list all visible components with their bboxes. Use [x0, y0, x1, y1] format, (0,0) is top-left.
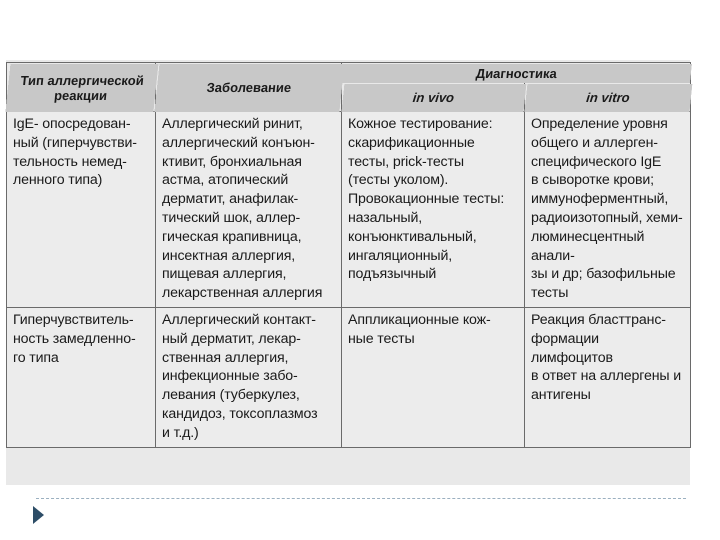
header-diagnostics: Диагностика: [340, 63, 691, 83]
header-reaction-type: Тип аллергической реакции: [4, 63, 158, 112]
cell-reaction-type: Гиперчувствитель- ность замедленно- го типа: [7, 307, 156, 447]
cell-in-vitro: Определение уровня общего и аллерген- специфического IgE в сыворотке крови; иммуноферментный, радиоизотопный, хеми- люминесцентный анали- зы и др; базофильные тесты: [525, 112, 691, 308]
cell-in-vivo: Аппликационные кож- ные тесты: [342, 307, 525, 447]
header-disease: Заболевание: [153, 63, 344, 112]
table-row: [7, 307, 691, 447]
header-in-vitro: in vitro: [523, 83, 692, 112]
header-in-vivo: in vivo: [340, 83, 526, 112]
triangle-right-icon[interactable]: [33, 506, 44, 524]
cell-reaction-type: IgE- опосредован- ный (гиперчувстви- тельность немед- ленного типа): [7, 112, 156, 308]
cell-in-vitro: Реакция бласттранс- формации лимфоцитов в ответ на аллергены и антигены: [525, 307, 691, 447]
cell-disease: Аллергический контакт- ный дерматит, лекар- ственная аллергия, инфекционные забо- левания (туберкулез, кандидоз, токсоплазмоз и т.д.): [156, 307, 342, 447]
cell-disease: Аллергический ринит, аллергический конъюн- ктивит, бронхиальная астма, атопический дерматит, анафилак- тический шок, аллер- гическая крапивница, инсектная аллергия, пищевая аллергия, лекарственная аллергия: [156, 112, 342, 308]
allergy-diagnostics-table: [6, 62, 691, 448]
cell-in-vivo: Кожное тестирование: скарификационные тесты, prick-тесты (тесты уколом). Провокационные тесты: назальный, конъюнктивальный, ингаляционный, подъязычный: [342, 112, 525, 308]
footer-divider: [36, 498, 686, 499]
table-row: [7, 112, 691, 308]
